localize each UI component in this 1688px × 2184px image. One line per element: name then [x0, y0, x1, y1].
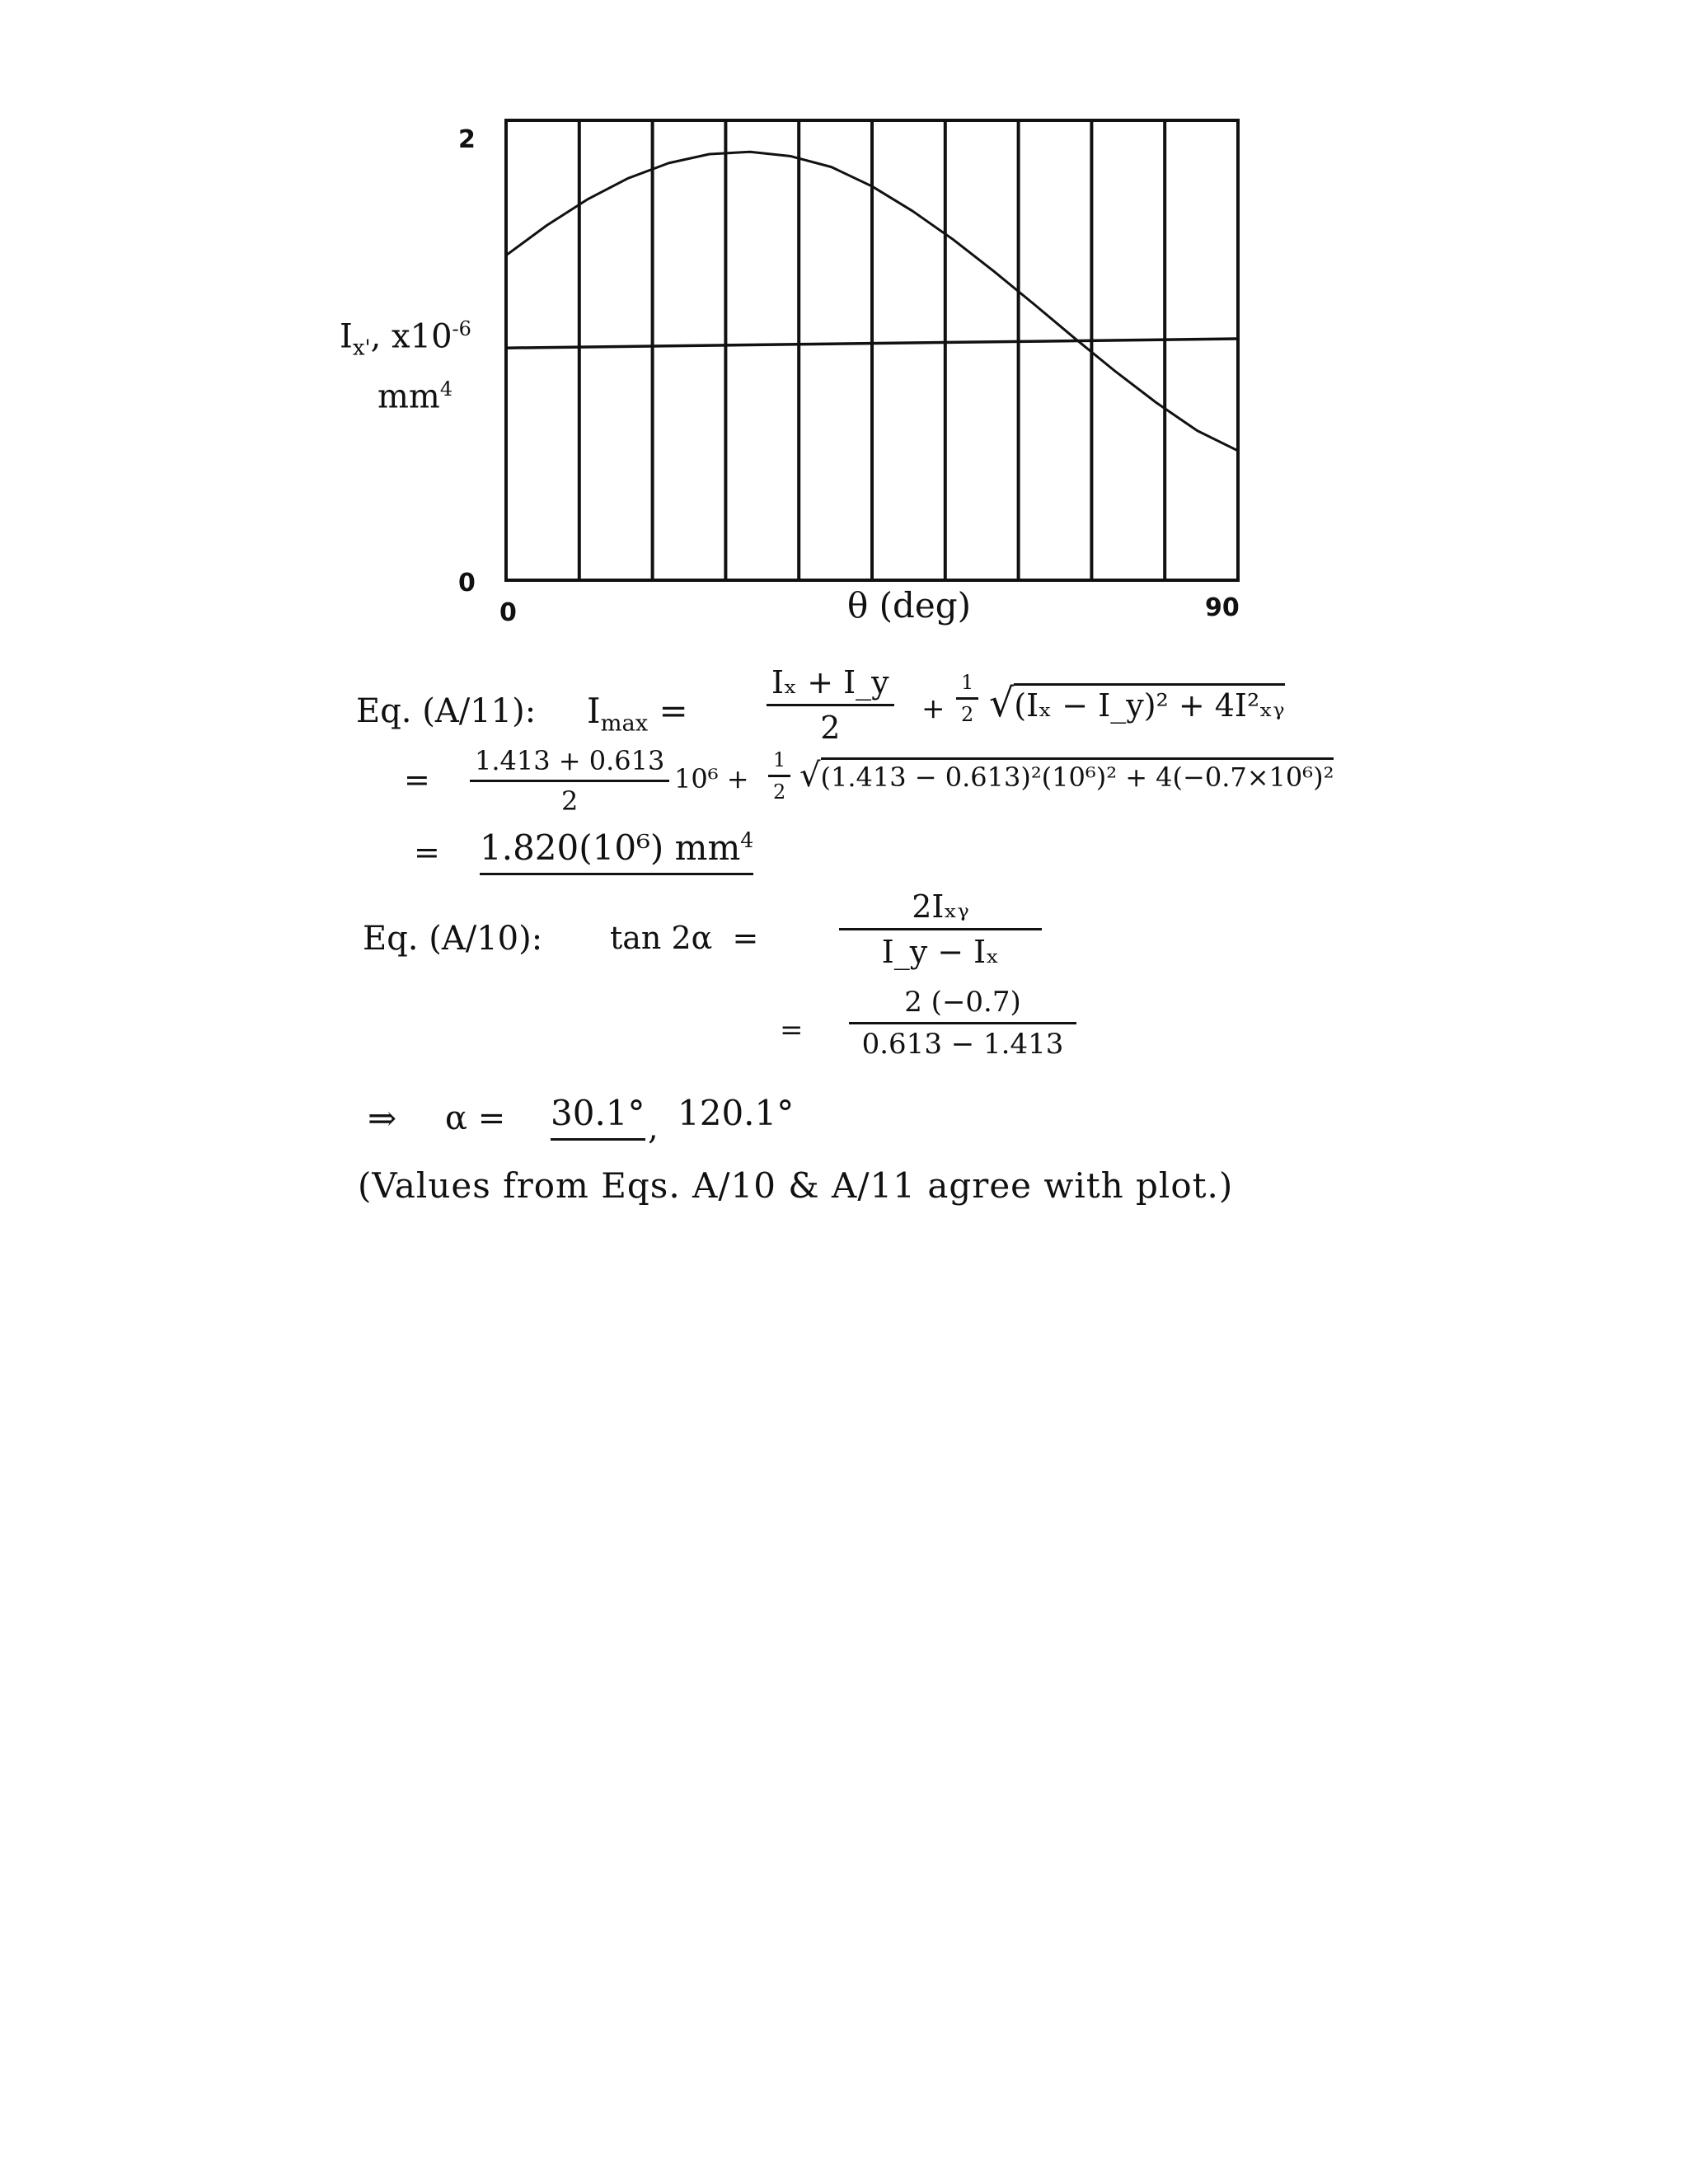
- alpha-expression: α =: [445, 1099, 506, 1137]
- x-axis-label: θ (deg): [847, 585, 972, 626]
- tan-subst-fraction: $\frac{2 (-0.7)}{0.613 - 1.413}$: [849, 986, 1076, 1061]
- subst-half-fraction: $\frac{1}{2}$: [768, 748, 790, 804]
- general-sqrt: √(Iₓ − I_y)² + 4I²ₓᵧ: [989, 681, 1285, 726]
- eq-a11-label: Eq. (A/11):: [356, 692, 537, 730]
- subst-fraction: $\frac{1.413 + 0.613}{2}$: [470, 745, 669, 817]
- subst-equals: =: [404, 762, 430, 798]
- x-tick-label-max: 90: [1205, 593, 1240, 622]
- subst-power: 10⁶ +: [674, 763, 749, 794]
- y-tick-label-max: 2: [458, 125, 476, 154]
- tan-fraction: 2Iₓᵧ I_y − Iₓ: [839, 888, 1042, 970]
- y-tick-label-min: 0: [458, 569, 476, 598]
- general-fraction: $\frac{\text{Iₓ + I\_y}}{2}$: [767, 664, 894, 746]
- alpha-separator: ,: [648, 1109, 659, 1147]
- alpha-value-2: 120.1°: [678, 1093, 795, 1133]
- plus-sign: +: [921, 692, 945, 725]
- imax-result: 1.820(10⁶) $mm^4$: [480, 827, 753, 875]
- subst-sqrt: √(1.413 − 0.613)²(10⁶)² + 4(−0.7×10⁶)²: [799, 757, 1334, 794]
- y-axis-label: $I_{x'}$, $x10^{-6}$: [340, 317, 471, 361]
- implies-arrow: ⇒: [368, 1098, 397, 1138]
- eq-a10-label: Eq. (A/10):: [363, 920, 543, 958]
- imax-symbol: $I_{max}$ =: [587, 691, 688, 737]
- result-equals: =: [414, 834, 440, 870]
- chart-svg: [0, 0, 1688, 659]
- conclusion: (Values from Eqs. A/10 & A/11 agree with plot.): [358, 1165, 1234, 1206]
- tan-expression: tan 2α =: [610, 920, 759, 956]
- tan-subst-equals: =: [780, 1014, 804, 1047]
- alpha-value-1: 30.1°: [551, 1093, 645, 1141]
- x-tick-label-min: 0: [499, 598, 517, 627]
- half-fraction: $\frac{1}{2}$: [956, 671, 978, 726]
- y-axis-units: $mm^4$: [377, 377, 453, 416]
